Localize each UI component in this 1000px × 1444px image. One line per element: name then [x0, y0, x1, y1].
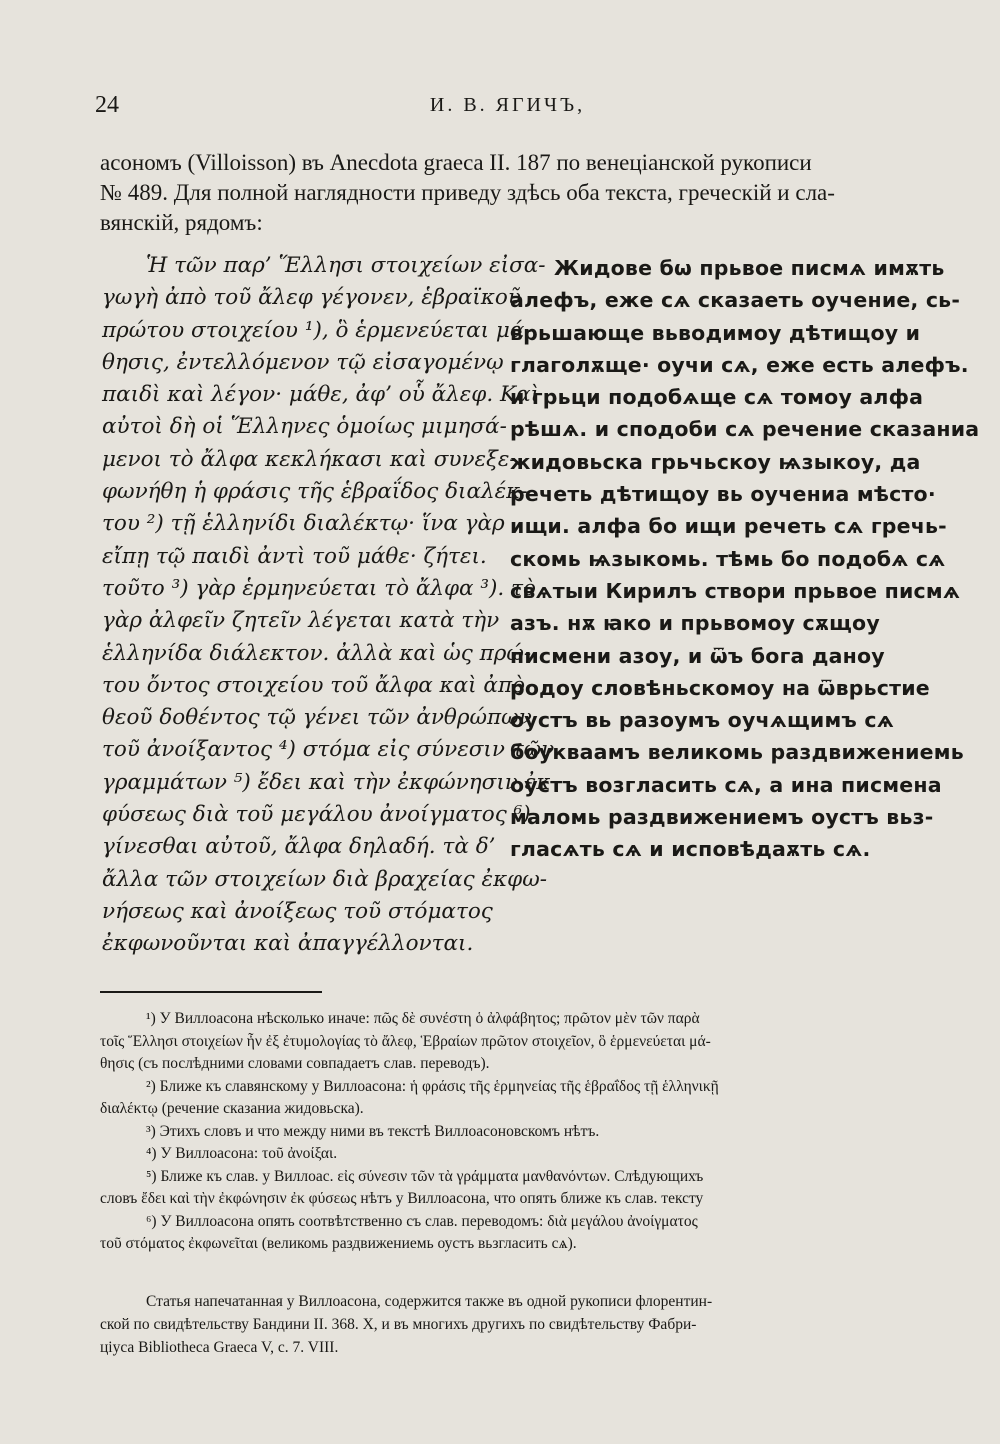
- closing-line: ціуса Bibliotheca Graeca V, c. 7. VIII.: [100, 1339, 339, 1356]
- greek-line: φωνήθη ἡ φράσις τῆς ἑβραΐδος διαλέκ-: [102, 479, 528, 505]
- greek-line: γίνεσθαι αὐτοῦ, ἄλφα δηλαδή. τὰ δ’: [102, 834, 496, 860]
- greek-line: γωγὴ ἀπὸ τοῦ ἄλεφ γέγονεν, ἑβραϊκοῦ: [102, 285, 521, 311]
- slavonic-line: родоу словѣньскомоу на ѿврьстие: [510, 675, 930, 700]
- closing-paragraph: [100, 1290, 922, 1359]
- greek-line: γὰρ ἀλφεῖν ζητεῖν λέγεται κατὰ τὴν: [102, 608, 500, 634]
- footnote-rule: [100, 991, 322, 993]
- footnote-line: θησις (съ послѣдними словами совпадаетъ слав. переводъ).: [100, 1055, 490, 1072]
- intro-line: асономъ (Villoisson) въ Anecdota graeca II. 187 по венеціанской рукописи: [100, 150, 812, 175]
- slavonic-line: писмени азоу, и ѿъ бога даноу: [510, 643, 885, 668]
- slavonic-line: Жидове бѡ прьвое писмѧ имѫть: [554, 256, 945, 280]
- greek-line: Ἡ τῶν παρ’ Ἕλλησι στοιχείων εἰσα-: [146, 253, 546, 278]
- slavonic-line: азъ. нѫ ꙗко и прьвомоу сѫщоу: [510, 611, 880, 636]
- slavonic-line: боукваамъ великомь раздвижениемь: [510, 740, 964, 765]
- footnote-line: τοῖς Ἕλλησι στοιχείων ἦν ἐξ ἐτυμολογίας τὸ ἄλεφ, Ἑβραίων πρῶτον στοιχεῖον, ὃ ἑρμενεύεται μά-: [100, 1032, 711, 1050]
- footnote-line: словъ ἔδει καὶ τὴν ἐκφώνησιν ἐκ φύσεως нѣтъ у Виллоасона, что опять ближе къ слав. тексту: [100, 1190, 704, 1207]
- footnote-line: ⁶) У Виллоасона опять соотвѣтственно съ слав. переводомъ: διὰ μεγάλου ἀνοίγματος: [146, 1212, 698, 1230]
- footnotes: [100, 1008, 922, 1256]
- slavonic-line: жидовьска грьчьскоу ѩзыкоу, да: [510, 449, 921, 474]
- footnote-line: ²) Ближе къ славянскому у Виллоасона: ἡ φράσις τῆς ἑρμηνείας τῆς ἑβραΐδος τῇ ἑλληνικῇ: [146, 1077, 719, 1095]
- greek-line: μενοι τὸ ἄλφα κεκλήκασι καὶ συνεξε-: [102, 446, 517, 472]
- closing-line: ской по свидѣтельству Бандини II. 368. X, и въ многихъ другихъ по свидѣтельству Фабри-: [100, 1316, 697, 1333]
- page-number: 24: [95, 92, 119, 118]
- greek-line: θησις, ἐντελλόμενον τῷ εἰσαγομένῳ: [102, 349, 504, 375]
- greek-line: θεοῦ δοθέντος τῷ γένει τῶν ἀνθρώπων: [102, 705, 532, 731]
- greek-line: νήσεως καὶ ἀνοίξεως τοῦ στόματος: [102, 898, 493, 924]
- greek-line: του ²) τῇ ἑλληνίδι διαλέκτῳ· ἵνα γὰρ: [102, 511, 505, 537]
- slavonic-line: оустъ возгласить сѧ, а ина писмена: [510, 772, 942, 797]
- greek-line: αὐτοὶ δὴ οἱ Ἕλληνες ὁμοίως μιμησά-: [102, 414, 507, 440]
- slavonic-line: гласѧть сѧ и исповѣдаѫть сѧ.: [510, 837, 871, 862]
- slavonic-line: речеть дѣтищоу вь оучениа мѣсто·: [510, 482, 936, 507]
- slavonic-line: врьшающе вьводимоу дѣтищоу и: [510, 320, 921, 345]
- footnote-line: ⁵) Ближе къ слав. у Виллоас. εἰς σύνεσιν τῶν τὰ γράμματα μανθανόντων. Слѣдующихъ: [146, 1167, 704, 1185]
- slavonic-line: алефъ, еже сѧ сказаеть оучение, сь-: [510, 288, 961, 313]
- slavonic-line: и грьци подобѧще сѧ томоу алфа: [510, 385, 924, 410]
- footnote-line: ⁴) У Виллоасона: τοῦ ἀνοίξαι.: [146, 1145, 338, 1162]
- footnote-line: διαλέκτῳ (речение сказаниа жидовьска).: [100, 1100, 364, 1117]
- greek-line: τοῦ ἀνοίξαντος ⁴) στόμα εἰς σύνεσιν τῶν: [102, 737, 555, 763]
- greek-line: πρώτου στοιχείου ¹), ὃ ἑρμενεύεται μά-: [102, 317, 532, 343]
- footnote-line: ¹) У Виллоасона нѣсколько иначе: πῶς δὲ συνέστη ὁ ἀλφάβητος; πρῶτον μὲν τῶν παρὰ: [146, 1010, 700, 1027]
- greek-line: γραμμάτων ⁵) ἔδει καὶ τὴν ἐκφώνησιν ἐκ: [102, 769, 551, 795]
- footnote-line: τοῦ στόματος ἐκφωνεῖται (великомь раздвижениемь оустъ вьзгласить сѧ).: [100, 1235, 577, 1252]
- greek-text-column: [102, 250, 555, 961]
- closing-line: Статья напечатанная у Виллоасона, содержится также въ одной рукописи флорентин-: [146, 1293, 713, 1310]
- slavonic-line: ищи. алфа бо ищи речеть сѧ гречь-: [510, 514, 947, 539]
- greek-line: εἴπῃ τῷ παιδὶ ἀντὶ τοῦ μάθε· ζήτει.: [102, 543, 487, 569]
- greek-line: παιδὶ καὶ λέγον· μάθε, ἀφ’ οὗ ἄλεφ. Καὶ: [102, 382, 540, 408]
- slavonic-line: скомь ѩзыкомь. тѣмь бо подобѧ сѧ: [510, 546, 946, 571]
- running-head: И. В. ЯГИЧЪ,: [429, 94, 586, 116]
- greek-line: ἄλλα τῶν στοιχείων διὰ βραχείας ἐκφω-: [102, 866, 548, 892]
- slavonic-line: рѣшѧ. и сподоби сѧ речение сказаниа: [510, 417, 980, 442]
- slavonic-line: оустъ вь разоумъ оучѧщимъ сѧ: [510, 708, 894, 733]
- greek-line: φύσεως διὰ τοῦ μεγάλου ἀνοίγματος ⁶): [102, 802, 531, 828]
- footnote-line: ³) Этихъ словъ и что между ними въ текстѣ Виллоасоновскомъ нѣтъ.: [146, 1122, 600, 1140]
- intro-line: № 489. Для полной наглядности приведу здѣсь оба текста, греческій и сла-: [100, 180, 835, 205]
- greek-line: ἑλληνίδα διάλεκτον. ἀλλὰ καὶ ὡς πρώ-: [102, 640, 532, 666]
- slavonic-line: глаголѫще· оучи сѧ, еже есть алефъ.: [510, 352, 969, 377]
- greek-line: του ὄντος στοιχείου τοῦ ἄλφα καὶ ἀπὸ: [102, 672, 526, 698]
- greek-line: τοῦτο ³) γὰρ ἑρμηνεύεται τὸ ἄλφα ³). τὸ: [102, 575, 536, 601]
- slavonic-text-column: [510, 252, 980, 866]
- page-header: [95, 92, 920, 126]
- slavonic-line: свѧтыи Кирилъ створи прьвое писмѧ: [510, 578, 961, 603]
- intro-line: вянскій, рядомъ:: [100, 210, 263, 235]
- intro-paragraph: [100, 148, 922, 238]
- greek-line: ἐκφωνοῦνται καὶ ἀπαγγέλλονται.: [102, 931, 474, 957]
- slavonic-line: маломь раздвижениемъ оустъ вьз-: [510, 805, 934, 830]
